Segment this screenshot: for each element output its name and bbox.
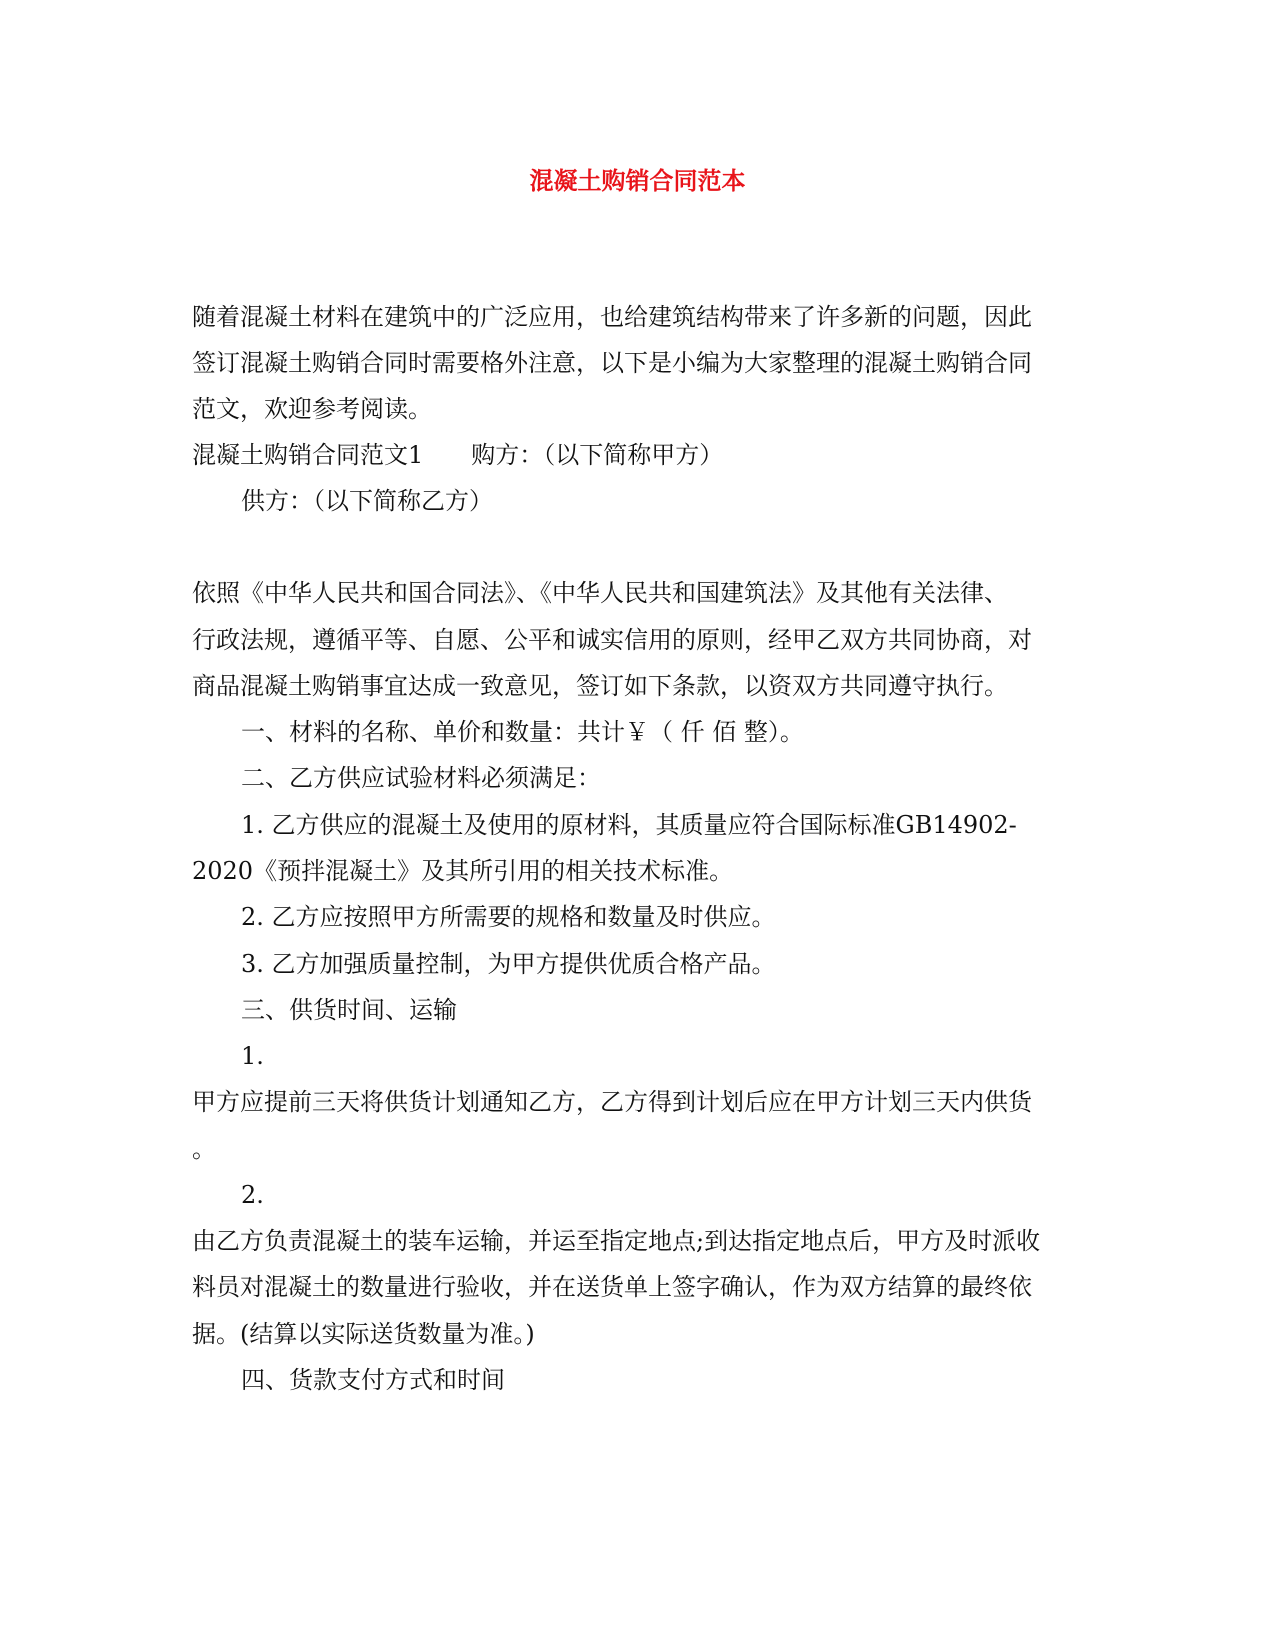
clause-3: 三、供货时间、运输 <box>241 996 457 1024</box>
clause-4: 四、货款支付方式和时间 <box>241 1366 505 1394</box>
intro-line-3: 范文，欢迎参考阅读。 <box>192 395 432 423</box>
clause-2-3: 3. 乙方加强质量控制，为甲方提供优质合格产品。 <box>241 950 776 978</box>
clause-3-1-number: 1. <box>241 1042 264 1070</box>
page-title: 混凝土购销合同范本 <box>529 166 746 195</box>
clause-2-2: 2. 乙方应按照甲方所需要的规格和数量及时供应。 <box>241 903 776 931</box>
clause-3-2-line-3: 据。(结算以实际送货数量为准。) <box>192 1320 535 1348</box>
clause-3-2-line-2: 料员对混凝土的数量进行验收，并在送货单上签字确认，作为双方结算的最终依 <box>192 1273 1032 1301</box>
clause-2: 二、乙方供应试验材料必须满足： <box>241 764 601 792</box>
sample-heading-row <box>192 439 723 471</box>
sample-heading: 混凝土购销合同范文1 <box>192 441 424 469</box>
supplier-line: 供方：（以下简称乙方） <box>241 487 493 515</box>
clause-2-1-line-1: 1. 乙方供应的混凝土及使用的原材料，其质量应符合国际标准GB14902- <box>241 811 1017 839</box>
clause-2-1-line-2: 2020《预拌混凝土》及其所引用的相关技术标准。 <box>192 857 734 885</box>
intro-line-1: 随着混凝土材料在建筑中的广泛应用，也给建筑结构带来了许多新的问题，因此 <box>192 303 1032 331</box>
preamble-line-2: 行政法规，遵循平等、自愿、公平和诚实信用的原则，经甲乙双方共同协商，对 <box>192 626 1032 654</box>
clause-3-2-line-1: 由乙方负责混凝土的装车运输，并运至指定地点;到达指定地点后，甲方及时派收 <box>192 1227 1041 1255</box>
buyer-line: 购方：（以下简称甲方） <box>471 441 724 469</box>
clause-1: 一、材料的名称、单价和数量：共计￥（ 仟 佰 整）。 <box>241 718 804 746</box>
clause-3-1-line-1: 甲方应提前三天将供货计划通知乙方，乙方得到计划后应在甲方计划三天内供货 <box>192 1088 1032 1116</box>
clause-3-1-line-2: 。 <box>192 1135 216 1163</box>
intro-line-2: 签订混凝土购销合同时需要格外注意，以下是小编为大家整理的混凝土购销合同 <box>192 349 1032 377</box>
preamble-line-3: 商品混凝土购销事宜达成一致意见，签订如下条款，以资双方共同遵守执行。 <box>192 672 1008 700</box>
preamble-line-1: 依照《中华人民共和国合同法》、《中华人民共和国建筑法》及其他有关法律、 <box>192 579 1008 607</box>
clause-3-2-number: 2. <box>241 1181 264 1209</box>
